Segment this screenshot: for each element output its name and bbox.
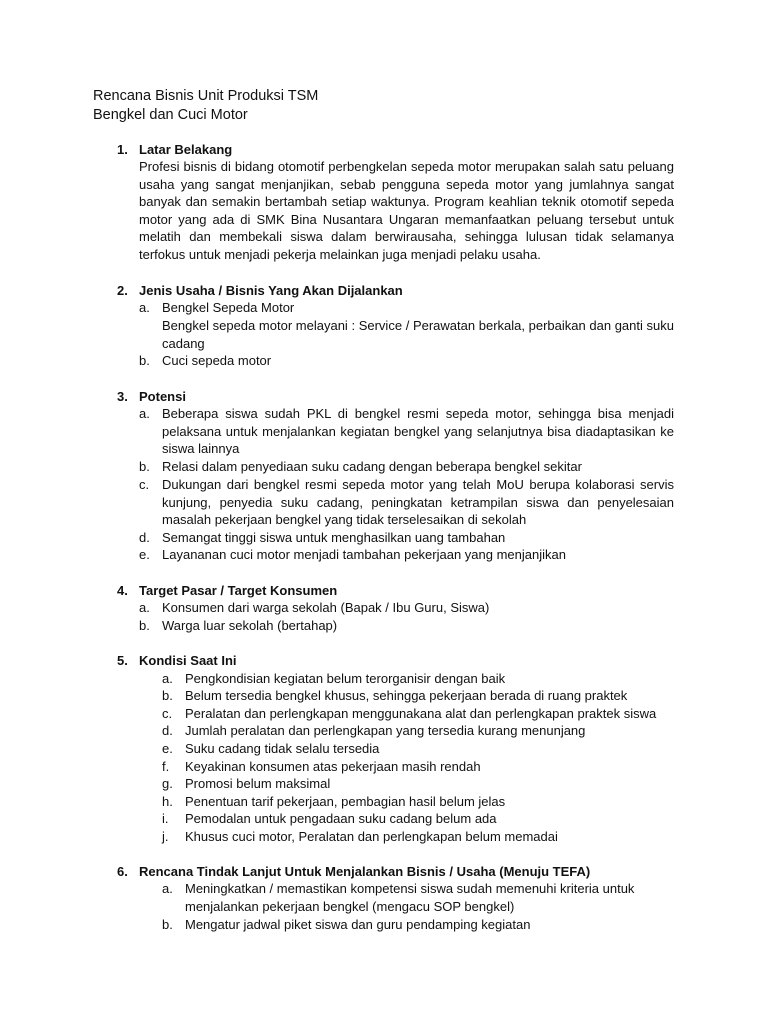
list-item-letter: j. <box>162 829 169 844</box>
list-item: Jumlah peralatan dan perlengkapan yang tersedia kurang menunjang <box>185 723 586 738</box>
list-item-letter: i. <box>162 811 169 826</box>
section-heading: Rencana Tindak Lanjut Untuk Menjalankan Bisnis / Usaha (Menuju TEFA) <box>139 864 591 879</box>
list-item: Cuci sepeda motor <box>162 353 272 368</box>
list-item: Promosi belum maksimal <box>185 776 331 791</box>
list-item: Khusus cuci motor, Peralatan dan perlengkapan belum memadai <box>185 829 558 844</box>
list-item: Dukungan dari bengkel resmi sepeda motor yang telah MoU berupa kolaborasi servis kunjung, penyedia suku cadang, peningkatan ketrampilan siswa dan penyelesaian masalah pekerjaan bengkel yang tidak terselesaikan di sekolah <box>162 477 674 528</box>
list-item-letter: a. <box>162 671 173 686</box>
list-item: Penentuan tarif pekerjaan, pembagian hasil belum jelas <box>185 794 506 809</box>
title-line-2: Bengkel dan Cuci Motor <box>93 107 248 123</box>
list-item-letter: c. <box>162 706 173 721</box>
list-item: Bengkel Sepeda Motor <box>162 300 295 315</box>
section-heading: Latar Belakang <box>139 142 233 157</box>
list-item: Pengkondisian kegiatan belum terorganisir dengan baik <box>185 671 506 686</box>
list-item: Meningkatkan / memastikan kompetensi siswa sudah memenuhi kriteria untuk menjalankan pekerjaan bengkel (mengacu SOP bengkel) <box>185 881 635 914</box>
list-item-letter: b. <box>162 688 173 703</box>
list-item-letter: b. <box>139 459 150 474</box>
list-item: Semangat tinggi siswa untuk menghasilkan uang tambahan <box>162 530 506 545</box>
list-item: Pemodalan untuk pengadaan suku cadang belum ada <box>185 811 497 826</box>
list-item-letter: d. <box>139 530 150 545</box>
section-heading: Target Pasar / Target Konsumen <box>139 583 338 598</box>
list-item: Beberapa siswa sudah PKL di bengkel resmi sepeda motor, sehingga bisa menjadi pelaksana untuk menjalankan kegiatan bengkel yang selanjutnya bisa diadaptasikan ke siswa lainnya <box>162 406 674 457</box>
list-item-letter: e. <box>139 547 150 562</box>
title-line-1: Rencana Bisnis Unit Produksi TSM <box>93 88 319 104</box>
section-heading: Kondisi Saat Ini <box>139 653 237 668</box>
document-title <box>93 87 318 125</box>
list-item-detail: Bengkel sepeda motor melayani : Service / Perawatan berkala, perbaikan dan ganti suku cadang <box>162 318 674 351</box>
list-item-letter: f. <box>162 759 170 774</box>
list-item: Relasi dalam penyediaan suku cadang dengan beberapa bengkel sekitar <box>162 459 582 474</box>
list-item-letter: e. <box>162 741 173 756</box>
list-item-letter: a. <box>139 600 150 615</box>
list-item: Layananan cuci motor menjadi tambahan pekerjaan yang menjanjikan <box>162 547 566 562</box>
section-paragraph: Profesi bisnis di bidang otomotif perbengkelan sepeda motor merupakan salah satu peluang usaha yang sangat menjanjikan, sebab pengguna sepeda motor yang jumlahnya sangat banyak dan semakin bertambah setiap waktunya. Program keahlian teknik otomotif sepeda motor yang ada di SMK Bina Nusantara Ungaran memanfaatkan peluang tersebut untuk melatih dan membekali siswa dalam berwirausaha, sehingga lulusan tidak selamanya terfokus untuk menjadi pekerja melainkan juga menjadi pelaku usaha. <box>139 159 674 262</box>
section-number: 2. <box>117 283 128 298</box>
section-heading: Potensi <box>139 389 186 404</box>
list-item-letter: d. <box>162 723 173 738</box>
list-item: Belum tersedia bengkel khusus, sehingga pekerjaan berada di ruang praktek <box>185 688 628 703</box>
list-item-letter: a. <box>162 881 173 896</box>
list-item: Keyakinan konsumen atas pekerjaan masih rendah <box>185 759 481 774</box>
list-item: Konsumen dari warga sekolah (Bapak / Ibu Guru, Siswa) <box>162 600 490 615</box>
section-number: 3. <box>117 389 128 404</box>
list-item-letter: h. <box>162 794 173 809</box>
section-number: 1. <box>117 142 128 157</box>
list-item-letter: g. <box>162 776 173 791</box>
list-item: Mengatur jadwal piket siswa dan guru pendamping kegiatan <box>185 917 531 932</box>
section-number: 4. <box>117 583 128 598</box>
list-item-letter: b. <box>139 618 150 633</box>
list-item-letter: b. <box>139 353 150 368</box>
list-item: Suku cadang tidak selalu tersedia <box>185 741 380 756</box>
list-item-letter: c. <box>139 477 150 492</box>
list-item-letter: b. <box>162 917 173 932</box>
list-item: Peralatan dan perlengkapan menggunakana alat dan perlengkapan praktek siswa <box>185 706 657 721</box>
list-item-letter: a. <box>139 406 150 421</box>
section-number: 6. <box>117 864 128 879</box>
section-number: 5. <box>117 653 128 668</box>
list-item-letter: a. <box>139 300 150 315</box>
section-heading: Jenis Usaha / Bisnis Yang Akan Dijalankan <box>139 283 403 298</box>
list-item: Warga luar sekolah (bertahap) <box>162 618 338 633</box>
